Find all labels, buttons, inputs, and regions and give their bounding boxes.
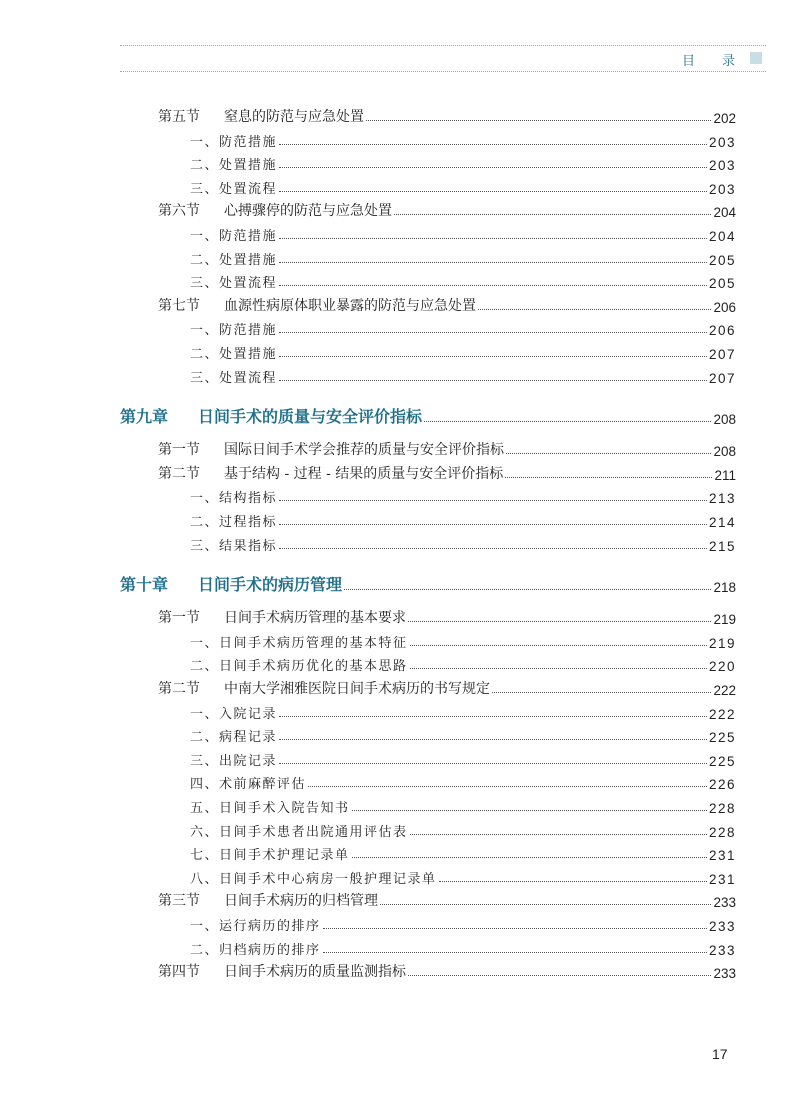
toc-entry-text: 三、出院记录 bbox=[190, 753, 278, 769]
toc-entry-text: 一、入院记录 bbox=[190, 706, 278, 722]
toc-entry-title bbox=[190, 249, 277, 268]
toc-section-row bbox=[158, 437, 736, 459]
toc-leader-dots bbox=[323, 928, 707, 929]
toc-page-number: 205 bbox=[708, 276, 736, 292]
toc-chapter-row bbox=[120, 401, 736, 427]
toc-page-number: 226 bbox=[708, 777, 736, 793]
toc-sub-row bbox=[190, 747, 736, 769]
toc-entry-title bbox=[190, 797, 350, 816]
toc-sub-row bbox=[190, 723, 736, 745]
toc-leader-dots bbox=[506, 453, 711, 454]
toc-leader-dots bbox=[439, 881, 707, 882]
toc-leader-dots bbox=[279, 763, 707, 764]
toc-entry-title bbox=[190, 632, 408, 651]
toc-leader-dots bbox=[279, 167, 707, 168]
toc-sub-row bbox=[190, 865, 736, 887]
toc-sub-row bbox=[190, 128, 736, 150]
toc-leader-dots bbox=[279, 144, 707, 145]
toc-leader-dots bbox=[323, 952, 707, 953]
toc-page-number: 208 bbox=[713, 444, 736, 460]
toc-entry-title bbox=[190, 939, 321, 958]
toc-leader-dots bbox=[366, 120, 711, 121]
page-number: 17 bbox=[712, 1046, 728, 1062]
toc-section-row bbox=[158, 198, 736, 220]
toc-entry-number: 第一节 bbox=[158, 442, 200, 459]
toc-leader-dots bbox=[308, 786, 707, 787]
toc-page-number: 225 bbox=[708, 730, 736, 746]
toc-entry-title bbox=[190, 225, 277, 244]
toc-section-row bbox=[158, 959, 736, 981]
toc-page-number: 202 bbox=[713, 111, 736, 126]
toc-entry-number: 第六节 bbox=[158, 203, 200, 220]
toc-entry-text: 中南大学湘雅医院日间手术病历的书写规定 bbox=[224, 681, 490, 697]
toc-leader-dots bbox=[408, 975, 711, 976]
toc-page-number: 203 bbox=[708, 134, 736, 150]
toc-page-number: 219 bbox=[708, 635, 736, 651]
toc-sub-row bbox=[190, 175, 736, 197]
toc-leader-dots bbox=[410, 668, 707, 669]
toc-entry-title bbox=[190, 655, 408, 674]
toc-entry-title bbox=[190, 511, 277, 530]
toc-chapter-row bbox=[120, 569, 736, 595]
toc-entry-number: 第一节 bbox=[158, 610, 200, 627]
toc-section-row bbox=[158, 888, 736, 910]
toc-leader-dots bbox=[352, 857, 707, 858]
toc-page-number: 203 bbox=[708, 158, 736, 174]
toc-sub-row bbox=[190, 936, 736, 958]
toc-page-number: 205 bbox=[708, 252, 736, 268]
toc-entry-text: 二、处置措施 bbox=[190, 252, 278, 268]
toc-entry-title bbox=[158, 295, 476, 315]
toc-sub-row bbox=[190, 222, 736, 244]
toc-entry-text: 一、防范措施 bbox=[190, 134, 278, 150]
toc-entry-title bbox=[190, 726, 277, 745]
toc-page-number: 225 bbox=[708, 753, 736, 769]
toc-leader-dots bbox=[279, 524, 707, 525]
toc-entry-title bbox=[190, 131, 277, 150]
toc-entry-text: 血源性病原体职业暴露的防范与应急处置 bbox=[224, 297, 476, 314]
toc-sub-row bbox=[190, 770, 736, 792]
toc-section-row bbox=[158, 676, 736, 698]
toc-entry-text: 基于结构 - 过程 - 结果的质量与安全评价指标 bbox=[224, 465, 504, 482]
toc-entry-text: 一、防范措施 bbox=[190, 323, 278, 339]
toc-sub-row bbox=[190, 246, 736, 268]
toc-page-number: 203 bbox=[708, 181, 736, 197]
toc-entry-title bbox=[158, 106, 364, 126]
toc-page-number: 222 bbox=[713, 683, 736, 698]
toc-entry-title bbox=[158, 678, 490, 698]
toc-leader-dots bbox=[279, 500, 707, 501]
toc-page-number: 213 bbox=[708, 491, 736, 507]
toc-page-number: 207 bbox=[708, 370, 736, 386]
toc-entry-text: 一、防范措施 bbox=[190, 229, 278, 244]
toc-page-number: 233 bbox=[713, 895, 736, 911]
toc-entry-title bbox=[190, 343, 277, 362]
toc-sub-row bbox=[190, 151, 736, 173]
toc-leader-dots bbox=[380, 904, 711, 905]
toc-sub-row bbox=[190, 700, 736, 722]
toc-sub-row bbox=[190, 364, 736, 386]
toc-leader-dots bbox=[410, 645, 707, 646]
toc-page-number: 233 bbox=[708, 919, 736, 934]
toc-entry-text: 心搏骤停的防范与应急处置 bbox=[224, 203, 392, 220]
toc-entry-number: 第七节 bbox=[158, 297, 200, 314]
toc-page-number: 228 bbox=[708, 801, 736, 816]
toc-entry-text: 二、病程记录 bbox=[190, 730, 278, 746]
toc-entry-text: 日间手术病历的归档管理 bbox=[224, 893, 378, 910]
toc-entry-number: 第四节 bbox=[158, 964, 200, 981]
toc-entry-title bbox=[190, 703, 277, 722]
toc-leader-dots bbox=[279, 356, 707, 357]
toc-sub-row bbox=[190, 818, 736, 840]
toc-entry-text: 二、日间手术病历优化的基本思路 bbox=[190, 659, 408, 675]
toc-page-number: 207 bbox=[708, 347, 736, 362]
toc-entry-text: 三、处置流程 bbox=[190, 370, 278, 386]
toc-entry-title bbox=[190, 319, 277, 338]
toc-entry-title bbox=[158, 890, 378, 910]
toc-leader-dots bbox=[279, 739, 707, 740]
toc-page-number: 228 bbox=[708, 824, 736, 840]
toc-sub-row bbox=[190, 912, 736, 934]
toc-section-row bbox=[158, 293, 736, 315]
toc-entry-title bbox=[190, 178, 277, 197]
toc-page-number: 218 bbox=[713, 580, 736, 596]
toc-entry-text: 五、日间手术入院告知书 bbox=[190, 801, 350, 816]
toc-sub-row bbox=[190, 532, 736, 554]
toc-entry-title bbox=[190, 868, 437, 887]
toc-page-number: 211 bbox=[714, 467, 736, 483]
toc-page-number: 220 bbox=[708, 659, 736, 675]
toc-sub-row bbox=[190, 629, 736, 651]
toc-entry-text: 八、日间手术中心病房一般护理记录单 bbox=[190, 871, 437, 887]
toc-page-number: 206 bbox=[713, 299, 736, 315]
toc-leader-dots bbox=[394, 214, 711, 215]
toc-entry-title bbox=[190, 915, 321, 934]
toc-entry-text: 日间手术病历管理的基本要求 bbox=[224, 610, 406, 627]
toc-leader-dots bbox=[410, 834, 707, 835]
toc-sub-row bbox=[190, 340, 736, 362]
toc-entry-title bbox=[190, 535, 277, 554]
toc-entry-text: 二、处置措施 bbox=[190, 347, 278, 362]
header-rule-bottom bbox=[120, 71, 766, 72]
toc-page-number: 219 bbox=[713, 612, 736, 628]
toc-entry-number: 第九章 bbox=[120, 407, 169, 427]
toc-leader-dots bbox=[279, 380, 707, 381]
toc-leader-dots bbox=[492, 692, 711, 693]
toc-entry-number: 第三节 bbox=[158, 893, 200, 910]
toc-entry-title bbox=[190, 821, 408, 840]
toc-entry-title bbox=[158, 200, 392, 220]
header-rule-top bbox=[120, 45, 766, 46]
toc-sub-row bbox=[190, 484, 736, 506]
toc-entry-text: 日间手术病历的质量监测指标 bbox=[224, 964, 406, 981]
header-title-char-2: 录 bbox=[722, 54, 736, 69]
toc-entry-title bbox=[158, 463, 503, 483]
toc-sub-row bbox=[190, 841, 736, 863]
toc-entry-text: 二、处置措施 bbox=[190, 158, 278, 174]
toc-page-number: 214 bbox=[708, 515, 736, 530]
toc-entry-title bbox=[158, 607, 406, 627]
toc-leader-dots bbox=[279, 238, 707, 239]
toc-page-number: 204 bbox=[713, 205, 736, 221]
toc-leader-dots bbox=[279, 716, 707, 717]
toc-entry-title bbox=[158, 439, 504, 459]
toc-page-number: 215 bbox=[708, 538, 736, 554]
toc-entry-text: 三、处置流程 bbox=[190, 181, 278, 197]
toc-leader-dots bbox=[279, 262, 707, 263]
toc-entry-number: 第二节 bbox=[158, 465, 200, 482]
toc-leader-dots bbox=[279, 285, 707, 286]
toc-leader-dots bbox=[352, 810, 707, 811]
toc-sub-row bbox=[190, 794, 736, 816]
toc-entry-title bbox=[190, 154, 277, 173]
toc-entry-number: 第二节 bbox=[158, 681, 200, 697]
toc-leader-dots bbox=[344, 589, 711, 590]
toc-entry-title bbox=[190, 844, 350, 863]
header-square-decoration bbox=[750, 52, 762, 64]
toc-entry-text: 二、过程指标 bbox=[190, 515, 278, 530]
toc-section-row bbox=[158, 104, 736, 126]
toc-entry-title bbox=[120, 572, 342, 595]
toc-leader-dots bbox=[478, 309, 711, 310]
toc-entry-text: 二、归档病历的排序 bbox=[190, 942, 321, 958]
toc-sub-row bbox=[190, 269, 736, 291]
toc-leader-dots bbox=[279, 548, 707, 549]
header-title bbox=[660, 50, 740, 70]
toc-entry-text: 窒息的防范与应急处置 bbox=[224, 109, 364, 125]
toc-leader-dots bbox=[505, 477, 712, 478]
toc-entry-title bbox=[190, 367, 277, 386]
toc-page-number: 231 bbox=[708, 871, 736, 887]
toc-page-number: 222 bbox=[708, 706, 736, 722]
toc-entry-text: 三、处置流程 bbox=[190, 276, 278, 292]
toc-entry-text: 日间手术的病历管理 bbox=[198, 575, 343, 595]
toc-entry-number: 第五节 bbox=[158, 109, 200, 125]
toc-entry-text: 一、日间手术病历管理的基本特征 bbox=[190, 635, 408, 651]
toc-leader-dots bbox=[408, 621, 711, 622]
toc-entry-text: 四、术前麻醉评估 bbox=[190, 777, 307, 793]
toc-entry-title bbox=[120, 404, 422, 427]
toc-leader-dots bbox=[279, 332, 707, 333]
toc-entry-title bbox=[190, 773, 306, 792]
toc-page-number: 206 bbox=[708, 323, 736, 339]
toc-sub-row bbox=[190, 508, 736, 530]
toc-entry-title bbox=[190, 750, 277, 769]
toc-page-number: 208 bbox=[713, 412, 736, 428]
toc-section-row bbox=[158, 605, 736, 627]
toc-entry-title bbox=[190, 272, 277, 291]
toc-leader-dots bbox=[279, 191, 707, 192]
header-title-char-1: 目 bbox=[682, 54, 696, 69]
toc-entry-text: 国际日间手术学会推荐的质量与安全评价指标 bbox=[224, 442, 504, 459]
toc-sub-row bbox=[190, 652, 736, 674]
toc-leader-dots bbox=[424, 421, 711, 422]
toc-sub-row bbox=[190, 316, 736, 338]
toc-entry-title bbox=[190, 487, 277, 506]
toc-entry-text: 日间手术的质量与安全评价指标 bbox=[198, 407, 423, 427]
toc-page-number: 204 bbox=[708, 229, 736, 244]
toc-entry-text: 三、结果指标 bbox=[190, 538, 278, 554]
toc-page-number: 233 bbox=[713, 966, 736, 982]
toc-entry-text: 一、结构指标 bbox=[190, 491, 278, 507]
toc-entry-text: 七、日间手术护理记录单 bbox=[190, 848, 350, 864]
toc-page-number: 233 bbox=[708, 942, 736, 958]
toc-entry-title bbox=[158, 961, 406, 981]
toc-page-number: 231 bbox=[708, 848, 736, 864]
toc-entry-text: 一、运行病历的排序 bbox=[190, 919, 321, 934]
toc-entry-text: 六、日间手术患者出院通用评估表 bbox=[190, 824, 408, 840]
toc-entry-number: 第十章 bbox=[120, 575, 169, 595]
toc-section-row bbox=[158, 461, 736, 483]
